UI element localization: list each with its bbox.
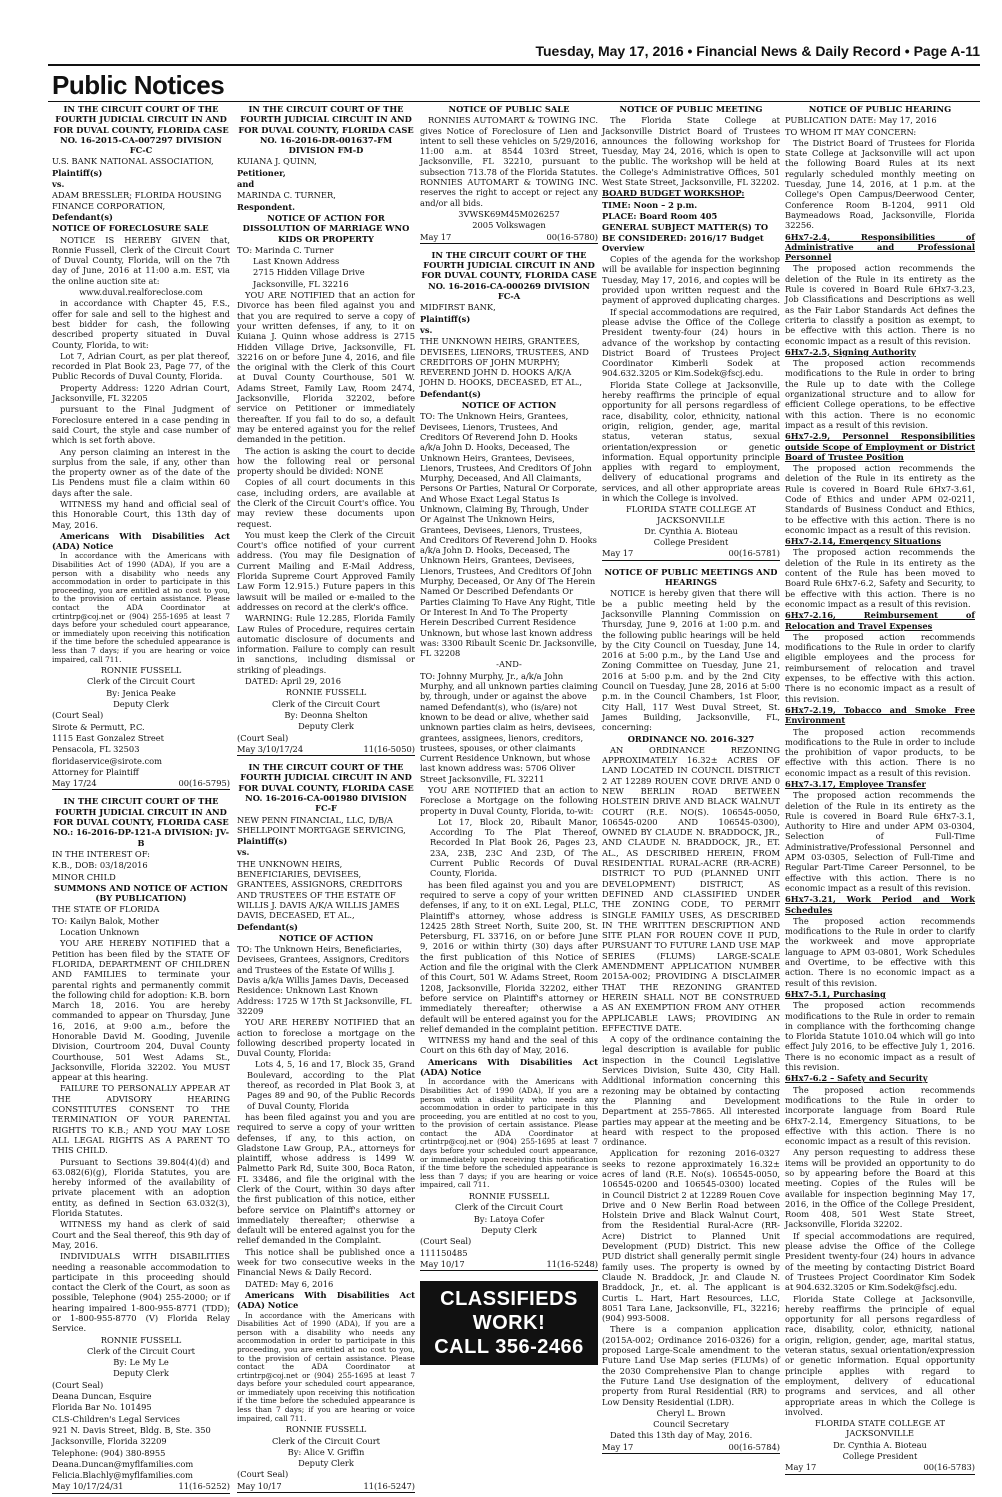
signature-line: Deputy Clerk — [113, 1368, 169, 1379]
notice-text: Plaintiff(s) — [52, 167, 103, 178]
notice-text: WITNESS my hand as clerk of said Court and the Seal thereof, this 9th day of May, 2016. — [52, 1219, 230, 1250]
notice-text: THE UNKNOWN HEIRS, BENEFICIARIES, DEVISEES, GRANTEES, ASSIGNORS, CREDITORS AND TRUSTEES OF THE ESTATE OF WILLIS J. DAVIS A/K/A WILLIS JAMES DAVIS, DECEASED, ET AL., — [237, 858, 403, 921]
ada-heading: Americans With Disabilities Act (ADA) Notice — [52, 530, 230, 552]
notice-text: THE UNKNOWN HEIRS, GRANTEES, DEVISEES, LIENORS, TRUSTEES, AND CREDITORS OF JOHN MURPHY; REVEREND JOHN D. HOOKS A/K/A JOHN D. HOOKS, DECEASED, ET AL., — [420, 336, 589, 388]
notice-text: PLACE: Board Room 405 — [602, 210, 718, 221]
signature-line: College President — [653, 537, 729, 548]
signature-line: RONNIE FUSSELL — [285, 687, 367, 698]
notice-text: Telephone: (904) 380-8955 — [52, 1447, 166, 1458]
rule-text: The proposed action recommends modifications to the Rule in order to bring the Rule up to date with the College organizational structure and to allow for efficient College operations, to be effective with this action. There is no economic impact as a result of this revision. — [785, 358, 975, 430]
notice-text: YOU ARE HEREBY NOTIFIED that an action to foreclose a mortgage on the following described property located in Duval County, Florida: — [237, 1017, 415, 1059]
notice-text: TO: Marinda C. Turner — [237, 244, 334, 255]
notice-id: 00(16-5780) — [546, 231, 598, 242]
ada-text: In accordance with the Americans with Disabilities Act of 1990 (ADA), If you are a person with a disability who needs any accommodation in order to participate in this proceeding, you are entitled at no cost to you, to the provision of certain assistance. Please contact the ADA Coordinator at crtintrp@coj.net or (904) 255-1695 at least 7 days before your scheduled court appearance, or immediately upon receiving this notification if the time before the scheduled appearance is less than 7 days; if you are hearing or voice impaired, call 711. — [52, 551, 230, 664]
notice-text: Florida Bar No. 101495 — [52, 1402, 152, 1413]
notice-text: 2005 Volkswagen — [472, 220, 546, 231]
publication-dates: May 17/24 — [52, 778, 97, 789]
notice-text: NEW PENN FINANCIAL, LLC, D/B/A SHELLPOINT MORTGAGE SERVICING, — [237, 814, 406, 835]
notice-text: vs. — [52, 179, 65, 190]
notice-subheading: NOTICE OF ACTION FOR DISSOLUTION OF MARRIAGE WNO KIDS OR PROPERTY — [242, 212, 410, 244]
rule-text: The proposed action recommends modifications to the Rule in order to include the prohibition of vapor products, to be effective with this action. There is no economic impact as a result of this revision. — [785, 726, 975, 778]
section-rule — [48, 101, 980, 102]
notice-subheading: NOTICE OF ACTION — [278, 932, 374, 943]
notice-text: Lot 17, Block 20, Ribault Manor, According To The Plat Thereof, Recorded In Plat Book 26, Pages 23, 23A, 23B, 23C And 23D, Of The Current Public Records Of Duval County, Florida. — [430, 816, 598, 879]
notice-text: U.S. BANK NATIONAL ASSOCIATION, — [52, 156, 214, 167]
notice-text: Deana.Duncan@myflfamilies.com — [52, 1458, 194, 1469]
notice-text: Florida State College at Jacksonville, hereby reaffirms the principle of equal opportunity for all persons regardless of race, disability, color, ethnicity, national origin, religion, gender, age, marital status, veteran status, sexual orientation/expression or genetic information. Equal opportunity principle applies with regard to employment, delivery of educational programs and services, and all other appropriate areas in which the College is involved. — [785, 1293, 975, 1417]
notice-text: Property Address: 1220 Adrian Court, Jacksonville, FL 32205 — [52, 382, 230, 404]
signature-line: Clerk of the Circuit Court — [86, 1345, 196, 1356]
signature-line: Deputy Clerk — [298, 1458, 354, 1469]
notice-link: www.duval.realforeclose.com — [79, 287, 203, 298]
signature-line: Clerk of the Circuit Court — [454, 1202, 564, 1213]
notice-subheading: BOARD BUDGET WORKSHOP: — [602, 188, 745, 199]
notice-text: If special accommodations are required, please advise the Office of the College President twenty-four (24) hours in advance of the meeting by contacting District Board of Trustees Project Coordinator Kim Sodek at 904.632.3205 or Kim.Sodek@fscj.edu. — [785, 1230, 975, 1293]
notice-text: Felicia.Blachly@myflfamilies.com — [52, 1470, 193, 1481]
signature-line: Deputy Clerk — [298, 721, 354, 732]
notice-text: Lot 7, Adrian Court, as per plat thereof, recorded in Plat Book 23, Page 77, of the Public Records of Duval County, Florida. — [52, 350, 230, 382]
notice-text: NOTICE is hereby given that there will be a public meeting held by the Jacksonville Planning Commission on Thursday, June 9, 2016 at 1:00 p.m. and the following public hearings will be held by the City Council on Tuesday, June 14, 2016 at 5:00 p.m., by the Land Use and Zoning Committee on Tuesday, June 21, 2016 at 5:00 p.m. and by the 2nd City Council on Tuesday, June 28, 2016 at 5:00 p.m. in the Council Chambers, 1st Floor, City Hall, 117 West Duval Street, St. James Building, Jacksonville, FL, concerning: — [602, 588, 780, 733]
notice-text: Florida State College at Jacksonville, hereby reaffirms the principle of equal opportunity for all persons regardless of race, disability, color, ethnicity, national origin, religion, gender, age, marital status, veteran status, sexual orientation/expression or genetic information. Equal opportunity principle applies with regard to employment, delivery of educational programs and services, and all other appropriate areas in which the College is involved. — [602, 379, 780, 503]
notice-text: (Court Seal) — [420, 1236, 472, 1247]
notice-text: INDIVIDUALS WITH DISABILITIES needing a reasonable accommodation to participate in this proceeding should contact the Clerk of the Court, as soon as possible, Telephone (904) 255-2000; or if hearing impaired 1-800-955-8771 (TDD); or 1-800-955-8770 (V) Florida Relay Service. — [52, 1251, 230, 1334]
notice-footer — [52, 1481, 230, 1493]
notice-text: (Court Seal) — [52, 710, 104, 721]
notice-text: Defendant(s) — [237, 921, 298, 932]
notice-text: Pursuant to Sections 39.804(4)(d) and 63.082(6)(g), Florida Statutes, you are hereby informed of the availability of private placement with an adoption entity, as defined in Section 63.032(3), Florida Statutes. — [52, 1156, 230, 1219]
notice-id: 00(16-5795) — [178, 778, 230, 789]
notice-text: has been filed against you and you are required to serve a copy of your written defenses, if any, to this action, on Gladstone Law Group, P.A., attorneys for plaintiff, whose address is 1499 W. Palmetto Park Rd, Suite 300, Boca Raton, FL 33486, and file the original with the Clerk of the Court, within 30 days after the first publication of this notice, either before service on Plaintiff's attorney or immediately thereafter; otherwise a default will be entered against you for the relief demanded in the Complaint. — [237, 1111, 415, 1246]
notice-text: -AND- — [496, 659, 522, 670]
rule-text: The proposed action recommends modifications to the Rule in order to incorporate language from Board Rule 6Hx7-2.14, Emergency Situations, to be effective with this action. There is no economic impact as a result of this revision. — [785, 1084, 975, 1147]
signature-line: Clerk of the Circuit Court — [86, 676, 196, 687]
ada-heading: Americans With Disabilities Act (ADA) Notice — [420, 1056, 598, 1078]
notice-text: You must keep the Clerk of the Circuit Court's office notified of your current address. (You may file Designation of Current Mailing and E-Mail Address, Florida Supreme Court Approved Family Law Form 12.915.) Future papers in this lawsuit will be mailed or e-mailed to the addresses on record at the clerk's office. — [237, 529, 415, 612]
rule-text: The proposed action recommends the deletion of the Rule in its entirety as the Rule is covered in Board Rule 6Hx7-3.1, Authority to Hire and under APM 03-0304, Selection of Full-Time Administrative/Professional Personnel and APM 03-0305, Selection of Full-Time and Regular Part-Time Career Personnel, to be effective with this action. There is no economic impact as a result of this revision. — [785, 790, 975, 893]
rule-title: 6Hx7-3.17, Employee Transfer — [785, 779, 926, 789]
notice-text: has been filed against you and you are required to serve a copy of your written defenses, if any, to it on eXL Legal, PLLC, Plaintiff's attorney, whose address is 12425 28th Street North, Suite 200, St. Petersburg, FL 33716, on or before June 9, 2016 or within thirty (30) days after the first publication of this Notice of Action and file the original with the Clerk of this Court, 501 W. Adams Street, Room 1208, Jacksonville, Florida 32202, either before service on Plaintiff's attorney or immediately thereafter; otherwise a default will be entered against you for the relief demanded in the complaint petition. — [420, 879, 598, 1034]
notice-heading: IN THE CIRCUIT COURT OF THE FOURTH JUDICIAL CIRCUIT IN AND FOR DUVAL COUNTY, FLORIDA CASE NO. 16-2016-CA-001980 DIVISION FC-F — [238, 762, 414, 814]
section-title: Public Notices — [52, 70, 225, 100]
notice-text: WITNESS my hand and official seal of this Honorable Court, this 13th day of May, 2016. — [52, 498, 230, 530]
notice-id: 11(16-5050) — [363, 743, 415, 754]
notice-text: YOU ARE NOTIFIED that an action for Divorce has been filed against you and that you are required to serve a copy of your written defenses, if any, to it on Kuiana J. Quinn whose address is 2715 Hidden Village Drive, Jacksonville, FL 32216 on or before June 4, 2016, and file the original with the Clerk of this Court at Duval County Courthouse, 501 W. Adams Street, Family Law, Room 2474, Jacksonville, Florida 32202, before service on Petitioner or immediately thereafter. If you fail to do so, a default may be entered against you for the relief demanded in the petition. — [237, 290, 415, 445]
notice-text: Defendant(s) — [52, 211, 113, 222]
notice-text: PUBLICATION DATE: May 17, 2016 — [785, 115, 937, 126]
notice-heading: NOTICE OF PUBLIC MEETINGS AND HEARINGS — [604, 566, 778, 588]
notice-footer — [602, 1442, 780, 1454]
notice-text: 921 N. Davis Street, Bldg. B, Ste. 350 — [52, 1424, 211, 1435]
notice-text: TO: Johnny Murphy, Jr., a/k/a John Murphy, and all unknown parties claiming by, through, under or against the above named Defendant(s), who (is/are) not known to be dead or alive, whether said unknown parties claim as heirs, devisees, grantees, assignees, lienors, creditors, trustees, spouses, or other claimants Current Residence Unknown, but whose last known address was: 5706 Oliver Street Jacksonville, FL 32211 — [420, 670, 598, 784]
notice-text: pursuant to the Final Judgment of Foreclosure entered in a case pending in said Court, the style and case number of which is set forth above. — [52, 404, 230, 446]
notice-text: The Florida State College at Jacksonville District Board of Trustees announces the following workshop for Tuesday, May 24, 2016, which is open to the public. The workshop will be held at the College's Administrative Offices, 501 West State Street, Jacksonville, FL 32202. — [602, 115, 780, 188]
notice-text: DATED: April 29, 2016 — [245, 676, 342, 687]
notice-text: There is a companion application (2015A-002; Ordinance 2016-0326) for a proposed Large-Scale amendment to the Future Land Use Map series (FLUMs) of the 2030 Comprehensive Plan to change the Future Land Use designation of the property from Rural Residential (RR) to Low Density Residential (LDR). — [602, 1324, 780, 1407]
notice-text: WITNESS my hand and the seal of this Court on this 6th day of May, 2016. — [420, 1035, 598, 1056]
notice-text: YOU ARE HEREBY NOTIFIED that a Petition has been filed by the STATE OF FLORIDA, DEPARTMENT OF CHILDREN AND FAMILIES to terminate your parental rights and permanently commit the following child for adoption: K.B. born March 18, 2016. You are hereby commanded to appear on Thursday, June 16, 2016, at 9:00 a.m., before the Honorable David M. Gooding, Juvenile Division, Courtroom 204, Duval County Courthouse, 501 West Adams St., Jacksonville, Florida 32202. You MUST appear at this hearing. — [52, 938, 230, 1083]
notice-text: Application for rezoning 2016-0327 seeks to rezone approximately 16.32± acres of land (R.E. No(s). 106545-0050, 106545-0200 and 106545-0300) located in Council District 2 at 12289 Rouen Cove Drive and 0 New Berlin Road between Holstein Drive and Black Walnut Court, from the Residential Rural-Acre (RR-Acre) District to Planned Unit Development (PUD) District. This new PUD district shall generally permit single family uses. The property is owned by Claude N. Braddock, Jr. and Claude N. Braddock, Jr., et. al. The applicant is Curtis L. Hart, Hart Resources, LLC, 8051 Tara Lane, Jacksonville, FL, 32216; (904) 993-5008. — [602, 1148, 780, 1324]
rule-title: 6Hx7-2.19, Tobacco and Smoke Free Environment — [785, 704, 975, 726]
notice-text: MIDFIRST BANK, — [420, 302, 496, 313]
running-head: Tuesday, May 17, 2016 • Financial News & Daily Record • Page A-11 — [535, 43, 980, 59]
notice-text: Jacksonville, Florida 32209 — [52, 1436, 167, 1447]
notice-text: TO: The Unknown Heirs, Grantees, Devisees, Lienors, Trustees, And Creditors Of Reverend John D. Hooks a/k/a John D. Hooks, Deceased, The Unknown Heirs, Grantees, Devisees, Lienors, Trustees, And Creditors Of John Murphy, Deceased, And All Claimants, Persons Or Parties, Natural Or Corporate, And Whose Exact Legal Status Is Unknown, Claiming By, Through, Under Or Against The Unknown Heirs, Grantees, Devisees, Lienors, Trustees, And Creditors Of Reverend John D. Hooks a/k/a John D. Hooks, Deceased, The Unknown Heirs, Grantees, Devisees, Lienors, Trustees, And Creditors Of John Murphy, Deceased, Or Any Of The Herein Named Or Described Defendants Or Parties Claiming To Have Any Right, Title Or Interest In And To The Property Herein Described Current Residence Unknown, but whose last known address was: 3300 Ribault Scenic Dr. Jacksonville, FL 32208 — [420, 411, 598, 659]
notice-text: If special accommodations are required, please advise the Office of the College President twenty-four (24) hours in advance of the workshop by contacting District Board of Trustees Project Coordinator Kimberli Sodek at 904.632.3205 or Kim.Sodek@fscj.edu. — [602, 306, 780, 379]
notice-text: THE STATE OF FLORIDA — [52, 904, 160, 915]
notice-text: (Court Seal) — [237, 732, 289, 743]
notice-heading: IN THE CIRCUIT COURT OF THE FOURTH JUDICIAL CIRCUIT IN AND FOR DUVAL COUNTY, FLORIDA CASE NO.: 16-2016-DP-121-A DIVISION: JV-B — [52, 796, 230, 848]
classifieds-ad-line: CLASSIFIEDS WORK! — [440, 1288, 578, 1335]
notice-text: Sirote & Permutt, P.C. — [52, 721, 145, 732]
notice-text: TO WHOM IT MAY CONCERN: — [785, 126, 917, 137]
notice-id: 11(16-5248) — [546, 1258, 598, 1269]
rule-text: The proposed action recommends the deletion of the Rule in its entirety as the Rule is covered in Board Rule 6Hx7-3.23, Job Classifications and Descriptions as well as the Fair Labor Standards Act defines the criteria to classify a position as exempt, to be effective with this action. There is no economic impact as a result of this revision. — [785, 263, 975, 346]
notice-id: 00(16-5784) — [728, 1441, 780, 1452]
notice-heading: IN THE CIRCUIT COURT OF THE FOURTH JUDICIAL CIRCUIT IN AND FOR DUVAL COUNTY, FLORIDA CASE NO. 16-2015-CA-007297 DIVISION FC-C — [53, 104, 229, 156]
notice-text: Any person requesting to address these items will be provided an opportunity to do so by appearing before the Board at this meeting. Copies of the Rules will be available for inspection beginning May 17, 2016, in the Office of the College President, Room 408, 501 West State Street, Jacksonville, Florida 32202. — [785, 1147, 975, 1230]
notice-text: Dated this 13th day of May, 2016. — [610, 1430, 753, 1441]
notice-footer — [420, 1259, 598, 1271]
notice-footer — [602, 548, 780, 560]
notice-text: 2715 Hidden Village Drive — [253, 267, 365, 278]
signature-line: Deputy Clerk — [113, 699, 169, 710]
notice-text: TIME: Noon – 2 p.m. — [602, 199, 698, 210]
notice-id: 00(16-5783) — [923, 1462, 975, 1473]
notice-text: RONNIES AUTOMART & TOWING INC. gives Notice of Foreclosure of Lien and intent to sell these vehicles on 5/29/2016, 11:00 a.m. at 8544 103rd Street, Jacksonville, FL 32210, pursuant to subsection 713.78 of the Florida Statutes. RONNIES AUTOMART & TOWING INC. reserves the right to accept or reject any and/or all bids. — [420, 115, 598, 208]
notice-text: 111150485 — [420, 1247, 468, 1258]
rule-title: 6Hx7-2.14, Emergency Situations — [785, 536, 941, 547]
notice-text: KUIANA J. QUINN, — [237, 156, 317, 167]
notice-text: and — [237, 179, 255, 190]
rule-title: 6Hx7-6.2 – Safety and Security — [785, 1073, 928, 1084]
notice-text: CLS-Children's Legal Services — [52, 1413, 181, 1424]
notice-text: Deana Duncan, Esquire — [52, 1391, 152, 1402]
signature-line: Clerk of the Circuit Court — [271, 698, 381, 709]
rule-title: 6Hx7-2.9, Personnel Responsibilities outside Scope of Employment or District Board of Trustee Position — [785, 431, 975, 462]
signature-line: College President — [842, 1451, 918, 1461]
rule-text: The proposed action recommends the deletion of the Rule in its entirety as the content of the Rule has been moved to Board Rule 6Hx7-6.2, Safety and Security, to be effective with this action. There is no economic impact as a result of this revision. — [785, 547, 975, 609]
notice-text: Last Known Address — [253, 256, 340, 267]
classifieds-ad — [420, 1281, 598, 1365]
notice-footer — [52, 778, 230, 790]
signature-line: Council Secretary — [653, 1419, 729, 1430]
notice-id: 11(16-5247) — [363, 1480, 415, 1491]
publication-dates: May 3/10/17/24 — [237, 743, 304, 754]
ada-heading: Americans With Disabilities Act (ADA) Notice — [237, 1289, 415, 1311]
signature-line: RONNIE FUSSELL — [285, 1424, 367, 1435]
publication-dates: May 10/17/24/31 — [52, 1481, 124, 1492]
signature-line: By: Latoya Cofer — [473, 1213, 545, 1224]
signature-line: Deputy Clerk — [481, 1224, 537, 1235]
signature-line: RONNIE FUSSELL — [100, 665, 182, 676]
notice-text: GENERAL SUBJECT MATTER(S) TO BE CONSIDERED: 2016/17 Budget Overview — [602, 222, 769, 253]
notice-text: Any person claiming an interest in the surplus from the sale, if any, other than the property owner as of the date of the Lis Pendens must file a claim within 60 days after the sale. — [52, 446, 230, 498]
top-rule — [48, 64, 980, 66]
signature-line: By: Jenica Peake — [106, 687, 176, 698]
classifieds-ad-phone: CALL 356-2466 — [434, 1336, 584, 1359]
signature-line: By: Le My Le — [113, 1357, 169, 1368]
notice-text: A copy of the ordinance containing the legal description is available for public inspection in the Council Legislative Services Division, Suite 430, City Hall. Additional information concerning this rezoning may be obtained by contacting the Planning and Development Department at 255-7865. All interested parties may appear at the meeting and be heard with respect to the proposed ordinance. — [602, 1034, 780, 1148]
notice-text: Petitioner, — [237, 167, 286, 178]
notice-id: 11(16-5252) — [178, 1481, 230, 1492]
publication-dates: May 10/17 — [420, 1258, 465, 1269]
notice-text: IN THE INTEREST OF: — [52, 848, 150, 859]
notice-id: 00(16-5781) — [728, 548, 780, 559]
signature-line: By: Deonna Shelton — [284, 709, 368, 720]
notice-heading: NOTICE OF PUBLIC SALE — [448, 104, 570, 114]
column-2 — [237, 104, 415, 1491]
column-3 — [420, 104, 598, 1479]
notice-footer — [420, 232, 598, 244]
publication-dates: May 17 — [602, 1441, 634, 1452]
signature-line: FLORIDA STATE COLLEGE AT JACKSONVILLE — [814, 1418, 946, 1439]
signature-line: RONNIE FUSSELL — [468, 1191, 550, 1202]
notice-heading: NOTICE OF PUBLIC HEARING — [808, 104, 952, 114]
signature-line: By: Alice V. Griffin — [287, 1446, 365, 1457]
notice-text: The action is asking the court to decide how the following real or personal property should be divided: NONE — [237, 445, 415, 477]
rule-text: The proposed action recommends modifications to the Rule in order to clarify eligible employees and the process for reimbursement of relocation and travel expenses, to be effective with this action. There is no economic impact as a result of this revision. — [785, 631, 975, 704]
notice-text: ADAM BRESSLER; FLORIDA HOUSING FINANCE CORPORATION, — [52, 190, 222, 211]
notice-text: MINOR CHILD — [52, 871, 116, 882]
signature-line: FLORIDA STATE COLLEGE AT JACKSONVILLE — [625, 504, 757, 525]
notice-text: YOU ARE NOTIFIED that an action to Foreclose a Mortgage on the following property in Duval County, Florida, to-wit: — [420, 785, 598, 816]
notice-text: floridaservice@sirote.com — [52, 755, 162, 766]
rule-title: 6Hx7-3.21, Work Period and Work Schedules — [785, 894, 975, 915]
notice-text: AN ORDINANCE REZONING APPROXIMATELY 16.32± ACRES OF LAND LOCATED IN COUNCIL DISTRICT 2 AT 12289 ROUEN COVE DRIVE AND 0 NEW BERLIN ROAD BETWEEN HOLSTEIN DRIVE AND BLACK WALNUT COURT (R.E. NO(S). 106545-0050, 106545-0200 AND 106545-0300), OWNED BY CLAUDE N. BRADDOCK, JR., AND CLAUDE N. BRADDOCK, JR., ET. AL., AS DESCRIBED HEREIN, FROM RESIDENTIAL RURAL-ACRE (RR-ACRE) DISTRICT TO PUD (PLANNED UNIT DEVELOPMENT) DISTRICT, AS DEFINED AND CLASSIFIED UNDER THE ZONING CODE, TO PERMIT SINGLE FAMILY USES, AS DESCRIBED IN THE WRITTEN DESCRIPTION AND SITE PLAN FOR ROUEN COVE II PUD, PURSUANT TO FUTURE LAND USE MAP SERIES (FLUMS) LARGE-SCALE AMENDMENT APPLICATION NUMBER 2015A-002; PROVIDING A DISCLAIMER THAT THE REZONING GRANTED HEREIN SHALL NOT BE CONSTRUED AS AN EXEMPTION FROM ANY OTHER APPLICABLE LAWS; PROVIDING AN EFFECTIVE DATE. — [602, 744, 780, 1033]
notice-text: TO: Kailyn Balok, Mother — [52, 915, 159, 926]
notice-text: in accordance with Chapter 45, F.S., offer for sale and sell to the highest and best bidder for cash, the following described property situated in Duval County, Florida, to wit: — [52, 298, 230, 350]
notice-text: (Court Seal) — [52, 1379, 104, 1390]
notice-heading: IN THE CIRCUIT COURT OF THE FOURTH JUDICIAL CIRCUIT IN AND FOR DUVAL COUNTY, FLORIDA CASE NO. 16-2016-CA-000269 DIVISION FC-A — [421, 249, 597, 302]
ada-text: In accordance with the Americans with Disabilities Act of 1990 (ADA), If you are a person with a disability who needs any accommodation in order to participate in this proceeding, you are entitled at no cost to you, to the provision of certain assistance. Please contact the ADA Coordinator at crtintrp@coj.net or (904) 255-1695 at least 7 days before your scheduled court appearance, or immediately upon receiving this notification if the time before the scheduled appearance is less than 7 days; if you are hearing or voice impaired, call 711. — [237, 1310, 415, 1423]
notice-text: Attorney for Plaintiff — [52, 766, 139, 777]
notice-text: Respondent. — [237, 201, 296, 212]
notice-text: Copies of the agenda for the workshop will be available for inspection beginning Tuesday, May 17, 2016, and copies will be provided upon written request and the payment of approved duplicating charges. — [602, 254, 780, 306]
ada-text: In accordance with the Americans with Disabilities Act of 1990 (ADA), If you are a person with a disability who needs any accommodation in order to participate in this proceeding, you are entitled at no cost to you, to the provision of certain assistance. Please contact the ADA Coordinator at crtintrp@coj.net or (904) 255-1695 at least 7 days before your scheduled court appearance, or immediately upon receiving this notification if the time before the scheduled appearance is less than 7 days; if you are hearing or voice impaired, call 711. — [420, 1077, 598, 1190]
publication-dates: May 17 — [785, 1462, 817, 1473]
notice-heading: NOTICE OF PUBLIC MEETING — [619, 104, 763, 114]
notice-subheading: NOTICE OF ACTION — [461, 400, 557, 411]
notice-text: vs. — [237, 847, 250, 858]
notice-text: Plaintiff(s) — [237, 836, 288, 847]
rule-text: The proposed action recommends modifications to the Rule in order to clarify the workweek and move appropriate language to APM 03-0801, Work Schedules and Overtime, to be effective with this action. There is no economic impact as a result of this revision. — [785, 915, 975, 988]
publication-dates: May 17 — [420, 231, 452, 242]
notice-heading: IN THE CIRCUIT COURT OF THE FOURTH JUDICIAL CIRCUIT IN AND FOR DUVAL COUNTY, FLORIDA CASE NO. 16-2016-DR-001637-FM DIVISION FM-D — [238, 104, 414, 156]
rule-title: 6Hx7-2.5, Signing Authority — [785, 346, 916, 357]
notice-text: 3VWSK69M45M026257 — [458, 208, 560, 219]
notice-text: vs. — [420, 324, 433, 335]
signature-line: RONNIE FUSSELL — [100, 1334, 182, 1345]
rule-title: 6Hx7-2.16, Reimbursement of Relocation and Travel Expenses — [785, 610, 975, 631]
notice-text: WARNING: Rule 12.285, Florida Family Law Rules of Procedure, requires certain automatic disclosure of documents and information. Failure to comply can result in sanctions, including dismissal or striking of pleadings. — [237, 613, 415, 675]
notice-text: NOTICE IS HEREBY GIVEN that, Ronnie Fussell, Clerk of the Circuit Court of Duval County, Florida, will on the 7th day of June, 2016 at 11:00 a.m. EST, via the online auction site at: — [52, 234, 230, 286]
notice-text: MARINDA C. TURNER, — [237, 190, 336, 201]
notice-text: Location Unknown — [60, 927, 140, 938]
notice-footer — [785, 1462, 975, 1474]
signature-line: Clerk of the Circuit Court — [271, 1435, 381, 1446]
notice-subheading: SUMMONS AND NOTICE OF ACTION (BY PUBLICATION) — [54, 882, 228, 904]
notice-text: TO: The Unknown Heirs, Beneficiaries, Devisees, Grantees, Assignors, Creditors and Trustees of the Estate Of Willis J. Davis a/k/a Willis James Davis, Deceased Residence: Unknown Last Known Address: 1725 W 17th St Jacksonville, FL 32209 — [237, 944, 412, 1016]
notice-text: Jacksonville, FL 32216 — [253, 278, 349, 289]
column-1 — [52, 104, 230, 1492]
notice-text: Lots 4, 5, 16 and 17, Block 35, Grand Boulevard, according to the Plat thereof, as recorded in Plat Book 3, at Pages 89 and 90, of the Public Records of Duval County, Florida — [247, 1059, 415, 1111]
notice-text: 1115 East Gonzalez Street — [52, 732, 164, 743]
rule-title: 6Hx7-2.4, Responsibilities of Administrative and Professional Personnel — [785, 231, 975, 263]
ordinance-number: ORDINANCE NO. 2016-327 — [627, 733, 755, 744]
rule-text: The proposed action recommends the deletion of the Rule in its entirety as the Rule is covered in Board Rule 6Hx7-3.61, Code of Ethics and under APM 02-0211, Standards of Business Conduct and Ethics, to be effective with this action. There is no economic impact as a result of this revision. — [785, 463, 975, 535]
publication-dates: May 17 — [602, 548, 634, 559]
notice-text: K.B., DOB: 03/18/2016 — [52, 860, 148, 871]
notice-text: The District Board of Trustees for Florida State College at Jacksonville will act upon the following Board Rules at its next regularly scheduled monthly meeting on Tuesday, June 14, 2016, at 1 p.m. at the College's Open Campus/Deerwood Center, Conference Room B-1204, 9911 Old Baymeadows Road, Jacksonville, Florida 32256. — [785, 137, 975, 231]
notice-text: This notice shall be published once a week for two consecutive weeks in the Financial News & Daily Record. — [237, 1246, 415, 1278]
column-4 — [602, 104, 780, 1479]
rule-text: The proposed action recommends modifications to the Rule in order to remain in compliance with the forthcoming change to Florida Statute 1010.04 which will go into effect July 2016, to be effective July 1, 2016. There is no economic impact as a result of this revision. — [785, 1000, 975, 1073]
column-5 — [785, 104, 975, 1479]
rule-title: 6Hx7-5.1, Purchasing — [785, 988, 886, 999]
notice-footer — [237, 1481, 415, 1493]
notice-text: Defendant(s) — [420, 388, 481, 399]
notice-footer — [237, 744, 415, 756]
signature-line: Cheryl L. Brown — [656, 1407, 726, 1418]
notice-text: DATED: May 6, 2016 — [245, 1278, 334, 1289]
signature-line: Dr. Cynthia A. Bioteau — [644, 525, 738, 536]
notice-text: (Court Seal) — [237, 1469, 289, 1480]
notice-text: Pensacola, FL 32503 — [52, 744, 140, 755]
notice-text: Plaintiff(s) — [420, 313, 471, 324]
notice-subheading: NOTICE OF FORECLOSURE SALE — [52, 223, 209, 234]
notice-text: FAILURE TO PERSONALLY APPEAR AT THE ADVISORY HEARING CONSTITUTES CONSENT TO THE TERMINATION OF YOUR PARENTAL RIGHTS TO K.B.; AND YOU MAY LOSE ALL LEGAL RIGHTS AS A PARENT TO THIS CHILD. — [52, 1083, 230, 1156]
publication-dates: May 10/17 — [237, 1480, 282, 1491]
notice-text: Copies of all court documents in this case, including orders, are available at the Clerk of the Circuit Court's office. You may review these documents upon request. — [237, 477, 415, 529]
signature-line: Dr. Cynthia A. Bioteau — [833, 1439, 927, 1450]
